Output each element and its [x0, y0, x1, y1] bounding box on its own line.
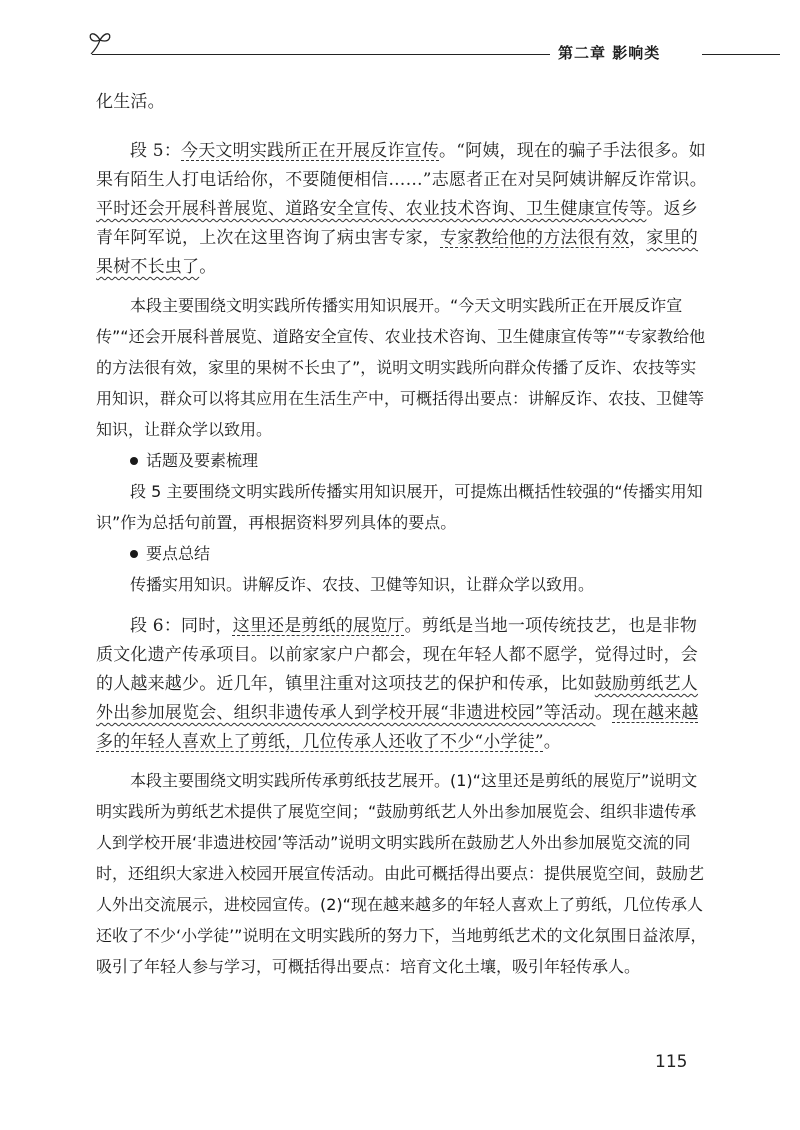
text-run: ，: [629, 228, 647, 248]
summary-heading-row: [130, 538, 710, 569]
summary-heading: 要点总结: [146, 544, 211, 563]
topic-heading: 话题及要素梳理: [146, 451, 259, 470]
page-content: [96, 88, 710, 982]
header-rule-left: [92, 54, 550, 55]
bullet-icon: [130, 457, 138, 465]
analysis-paragraph-5: 本段主要围绕文明实践所传播实用知识展开。“今天文明实践所正在开展反诈宣传”“还会开展科普展览、道路安全宣传、农业技术咨询、卫生健康宣传等”“专家教给他的方法很有效，家里的果树不长虫了”，说明文明实践所向群众传播了反诈、农技等实用知识，群众可以将其应用在生活生产中，可概括得出要点：讲解反诈、农技、卫健等知识，让群众学以致用。: [96, 296, 706, 439]
text-run: 。: [199, 257, 217, 277]
page-header: [80, 28, 780, 68]
text-run: 段 6：同时，: [130, 616, 233, 636]
text-run: 。返乡青年阿军说，上次在这里咨询了病虫害专家，: [96, 199, 699, 248]
text-run: 。剪纸是当地一项传统技艺，也是非物质文化遗产传承项目。以前家家户户都会，现在年轻人都不愿学，觉得过时，会的人越来越少。近几年，镇里注重对这项技艺的保护和传承，比如: [96, 616, 698, 694]
chapter-title: 第二章 影响类: [558, 44, 661, 62]
text-run: 段 5：: [130, 141, 182, 161]
topic-text: 段 5 主要围绕文明实践所传播实用知识展开，可提炼出概括性较强的“传播实用知识”作为总括句前置，再根据资料罗列具体的要点。: [96, 482, 703, 532]
underlined-phrase: 今天文明实践所正在开展反诈宣传: [181, 141, 440, 161]
header-rule-right: [702, 54, 780, 55]
intro-line: 化生活。: [96, 92, 165, 112]
bullet-icon: [130, 550, 138, 558]
material-paragraph-6: [96, 612, 710, 757]
underlined-phrase: 专家教给他的方法很有效: [440, 228, 630, 248]
text-run: 。: [595, 703, 613, 723]
summary-text: 传播实用知识。讲解反诈、农技、卫健等知识，让群众学以致用。: [130, 575, 595, 594]
topic-heading-row: [130, 445, 710, 476]
underlined-phrase: 这里还是剪纸的展览厅: [232, 616, 405, 636]
underlined-phrase: 家里的果树不长虫了: [96, 228, 699, 277]
underlined-phrase: 鼓励剪纸艺人外出参加展览会、组织非遗传承人到学校开展“非遗进校园”等活动: [96, 674, 699, 723]
text-run: 。“阿姨，现在的骗子手法很多。如果有陌生人打电话给你，不要随便相信……”志愿者正在对吴阿姨讲解反诈常识。: [96, 141, 707, 190]
underlined-phrase: 现在越来越多的年轻人喜欢上了剪纸，几位传承人还收了不少“小学徒”: [96, 703, 699, 752]
page-number: 115: [655, 1052, 688, 1072]
material-paragraph-5: [96, 137, 710, 282]
text-run: 。: [543, 732, 561, 752]
underlined-phrase: 平时还会开展科普展览、道路安全宣传、农业技术咨询、卫生健康宣传等: [96, 199, 647, 219]
analysis-paragraph-6: 本段主要围绕文明实践所传承剪纸技艺展开。(1)“这里还是剪纸的展览厅”说明文明实践所为剪纸艺术提供了展览空间；“鼓励剪纸艺人外出参加展览会、组织非遗传承人到学校开展‘非遗进校园’等活动”说明文明实践所在鼓励艺人外出参加展览交流的同时，还组织大家进入校园开展宣传活动。由此可概括得出要点：提供展览空间，鼓励艺人外出交流展示，进校园宣传。(2)“现在越来越多的年轻人喜欢上了剪纸，几位传承人还收了不少‘小学徒’”说明在文明实践所的努力下，当地剪纸艺术的文化氛围日益浓厚，吸引了年轻人参与学习，可概括得出要点：培育文化土壤，吸引年轻传承人。: [96, 771, 707, 976]
